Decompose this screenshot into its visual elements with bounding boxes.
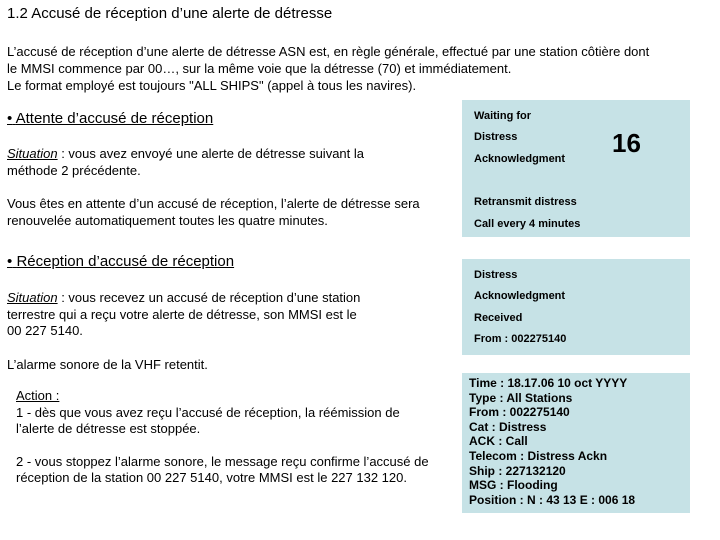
situation-text: : vous recevez un accusé de réception d’une station terrestre qui a reçu votre alerte de détresse, son MMSI est le 00 227 5140. <box>7 290 361 338</box>
situation-paragraph <box>7 146 417 179</box>
screen-line: Retransmit distress <box>474 196 577 208</box>
detail-line: Telecom : Distress Ackn <box>469 449 608 463</box>
action-block <box>16 388 436 487</box>
screen-line: Call every 4 minutes <box>474 218 581 230</box>
detail-line: MSG : Flooding <box>469 478 558 493</box>
action-label: Action : <box>16 388 60 403</box>
section-heading-text: Réception d’accusé de réception <box>16 253 235 270</box>
detail-line: ACK : Call <box>469 434 528 449</box>
countdown-counter: 16 <box>612 128 641 158</box>
vhf-screen-details <box>462 373 690 513</box>
situation-label: Situation <box>7 290 58 305</box>
screen-line: Waiting for <box>474 110 532 122</box>
page-title: 1.2 Accusé de réception d’une alerte de détresse <box>7 5 333 22</box>
detail-line: Ship : 227132120 <box>469 463 566 478</box>
section-heading-waiting <box>7 110 213 127</box>
screen-line: Distress <box>474 131 518 143</box>
detail-line: Time : 18.17.06 10 oct YYYY <box>469 376 628 390</box>
bullet: • <box>7 253 13 270</box>
situation-label: Situation <box>7 146 58 161</box>
situation-text: : vous avez envoyé une alerte de détresse suivant la méthode 2 précédente. <box>7 146 365 178</box>
detail-line: Type : All Stations <box>469 390 573 405</box>
section-heading-received <box>7 253 234 270</box>
intro-paragraph <box>7 43 707 94</box>
intro-line: le MMSI commence par 00…, sur la même voie que la détresse (70) et immédiatement. <box>7 61 512 76</box>
situation-paragraph <box>7 290 367 340</box>
screen-line: Distress <box>474 269 518 281</box>
intro-line: Le format employé est toujours "ALL SHIPS" (appel à tous les navires). <box>7 78 417 93</box>
detail-line: From : 002275140 <box>469 405 570 420</box>
intro-line: L’accusé de réception d’une alerte de détresse ASN est, en règle générale, effectué par une station côtière dont <box>7 44 650 59</box>
action-step: 1 - dès que vous avez reçu l’accusé de réception, la réémission de l’alerte de détresse est stoppée. <box>16 404 400 436</box>
action-step: 2 - vous stoppez l’alarme sonore, le message reçu confirme l’accusé de réception de la station 00 227 5140, votre MMSI est le 227 132 120. <box>16 453 429 485</box>
vhf-screen-received <box>462 259 690 355</box>
vhf-screen-waiting <box>462 100 690 237</box>
bullet: • <box>7 110 13 127</box>
waiting-paragraph: Vous êtes en attente d’un accusé de réception, l’alerte de détresse sera renouvelée automatiquement toutes les quatre minutes. <box>7 196 420 228</box>
section-heading-text: Attente d’accusé de réception <box>15 110 214 127</box>
detail-line: Position : N : 43 13 E : 006 18 <box>469 492 636 507</box>
screen-line: Acknowledgment <box>474 153 566 165</box>
screen-line: Received <box>474 312 523 324</box>
screen-line: Acknowledgment <box>474 290 566 302</box>
detail-line: Cat : Distress <box>469 419 547 434</box>
screen-line: From : 002275140 <box>474 333 567 345</box>
alarm-text: L’alarme sonore de la VHF retentit. <box>7 357 208 372</box>
